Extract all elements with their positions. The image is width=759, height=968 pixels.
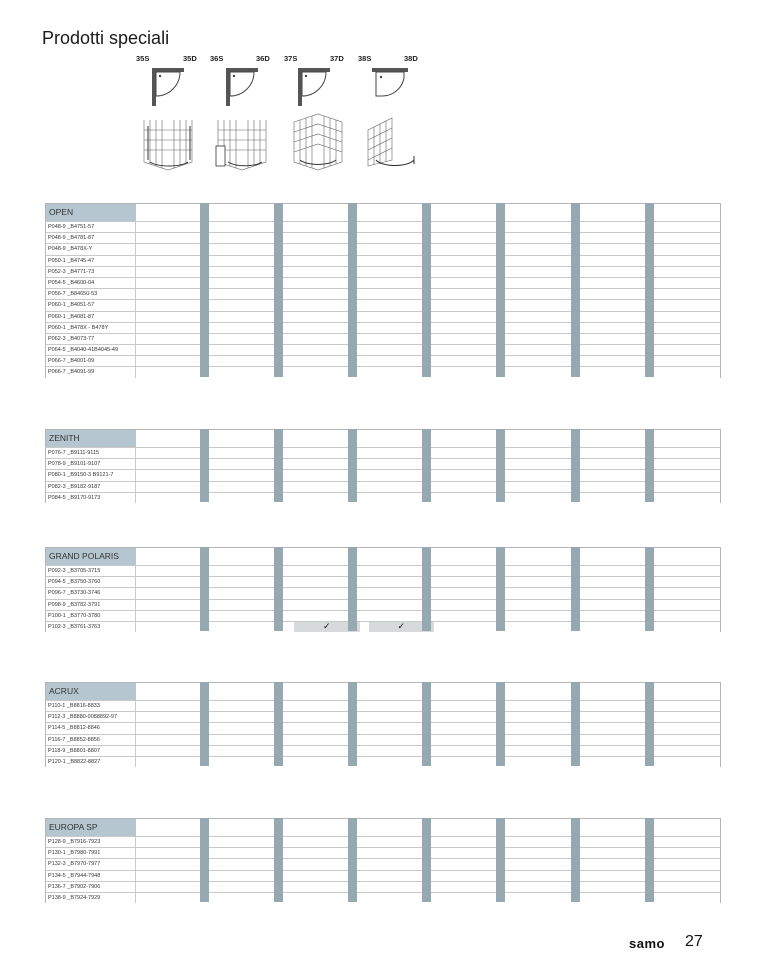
check-mark-icon: ✓ — [397, 620, 406, 631]
product-section — [45, 429, 721, 503]
table-row — [45, 447, 721, 458]
table-row — [45, 565, 721, 576]
product-section — [45, 682, 721, 767]
table-row — [45, 700, 721, 711]
shower-enclosure-35-perspective-icon — [140, 116, 196, 174]
shower-enclosure-37-perspective-icon — [290, 112, 346, 174]
column-divider-bar — [422, 682, 431, 766]
table-row — [45, 469, 721, 480]
table-row — [45, 870, 721, 881]
column-divider-bar — [571, 818, 580, 902]
page-title: Prodotti speciali — [42, 28, 170, 48]
shower-enclosure-36-plan-icon — [224, 66, 260, 108]
table-row — [45, 734, 721, 745]
page-number: 27 — [685, 933, 703, 950]
table-row — [45, 232, 721, 243]
table-row — [45, 576, 721, 587]
column-code-36s: 36S — [210, 54, 224, 63]
column-divider-bar — [348, 547, 357, 631]
row-label: P102-3 _B3761-3763 — [46, 622, 136, 632]
row-label: P048-9 _B4751-57 — [46, 222, 136, 232]
product-section — [45, 203, 721, 378]
row-label: P048-9 _B4781-87 — [46, 233, 136, 243]
row-label: P066-7 _B4091-99 — [46, 367, 136, 377]
column-divider-bar — [200, 203, 209, 377]
column-divider-bar — [422, 818, 431, 902]
column-divider-bar — [571, 429, 580, 502]
brand-logo: samo — [629, 936, 665, 951]
column-divider-bar — [274, 682, 283, 766]
row-label: P064-5 _B4040-41B4045-49 — [46, 345, 136, 355]
column-divider-bar — [571, 547, 580, 631]
table-row — [45, 745, 721, 756]
shower-enclosure-38-perspective-icon — [364, 116, 420, 174]
row-label: P136-7 _B7902-7906 — [46, 882, 136, 892]
row-label: P054-5 _B4600-04 — [46, 278, 136, 288]
column-divider-bar — [571, 203, 580, 377]
table-row — [45, 847, 721, 858]
shower-enclosure-37-plan-icon — [296, 66, 332, 108]
check-mark-icon: ✓ — [323, 620, 331, 631]
row-label: P132-3 _B7970-7977 — [46, 859, 136, 869]
table-row — [45, 711, 721, 722]
row-label: P066-7 _B4001-09 — [46, 356, 136, 366]
table-row — [45, 836, 721, 847]
table-row — [45, 311, 721, 322]
table-row — [45, 355, 721, 366]
column-divider-bar — [645, 818, 654, 902]
column-divider-bar — [348, 818, 357, 902]
column-divider-bar — [645, 203, 654, 377]
column-divider-bar — [422, 429, 431, 502]
row-label: P080-1 _B9150-3 B9121-7 — [46, 470, 136, 480]
column-divider-bar — [200, 818, 209, 902]
table-row — [45, 322, 721, 333]
row-label: P114-5 _B8812-8846 — [46, 723, 136, 733]
row-label: P082-3 _B9182-9187 — [46, 482, 136, 492]
section-header — [45, 429, 721, 447]
row-label: P076-7 _B9111-9115 — [46, 448, 136, 458]
row-label: P130-1 _B7980-7991 — [46, 848, 136, 858]
product-section — [45, 547, 721, 632]
table-row — [45, 255, 721, 266]
row-label: P048-9 _B478X-Y — [46, 244, 136, 254]
row-label: P078-9 _B9101-9107 — [46, 459, 136, 469]
column-divider-bar — [348, 682, 357, 766]
column-divider-bar — [200, 429, 209, 502]
column-divider-bar — [274, 203, 283, 377]
column-code-37s: 37S — [284, 54, 298, 63]
row-label: P092-3 _B3705-3715 — [46, 566, 136, 576]
table-row — [45, 277, 721, 288]
column-divider-bar — [348, 203, 357, 377]
row-label: P052-3 _B4771-73 — [46, 267, 136, 277]
table-row — [45, 621, 721, 632]
table-row — [45, 344, 721, 355]
shower-enclosure-35-plan-icon — [150, 66, 186, 108]
row-label: P116-7 _B8852-8856 — [46, 735, 136, 745]
column-divider-bar — [645, 429, 654, 502]
section-name: OPEN — [46, 204, 136, 221]
row-label: P062-3 _B4073-77 — [46, 334, 136, 344]
column-divider-bar — [645, 547, 654, 631]
column-divider-bar — [274, 818, 283, 902]
table-row — [45, 892, 721, 903]
column-divider-bar — [645, 682, 654, 766]
column-divider-bar — [200, 547, 209, 631]
row-label: P094-5 _B3750-3760 — [46, 577, 136, 587]
table-row — [45, 587, 721, 598]
row-label: P134-5 _B7944-7948 — [46, 871, 136, 881]
table-row — [45, 299, 721, 310]
row-label: P110-1 _B8816-8833 — [46, 701, 136, 711]
column-divider-bar — [274, 547, 283, 631]
column-divider-bar — [496, 818, 505, 902]
column-code-35d: 35D — [183, 54, 197, 63]
row-label: P060-1 _B4081-87 — [46, 312, 136, 322]
column-code-37d: 37D — [330, 54, 344, 63]
section-header — [45, 818, 721, 836]
column-divider-bar — [348, 429, 357, 502]
row-label: P138-9 _B7924-7929 — [46, 893, 136, 903]
row-label: P096-7 _B3730-3746 — [46, 588, 136, 598]
shower-enclosure-36-perspective-icon — [214, 116, 270, 174]
column-code-36d: 36D — [256, 54, 270, 63]
product-section — [45, 818, 721, 903]
row-label: P098-9 _B3782-3791 — [46, 600, 136, 610]
row-label: P100-1 _B3770-3780 — [46, 611, 136, 621]
row-label: P112-3 _B8880-0088892-97 — [46, 712, 136, 722]
column-divider-bar — [200, 682, 209, 766]
column-code-35s: 35S — [136, 54, 150, 63]
row-label: P084-5 _B9170-9173 — [46, 493, 136, 503]
shower-enclosure-38-plan-icon — [370, 66, 410, 100]
table-row — [45, 858, 721, 869]
table-row — [45, 288, 721, 299]
column-divider-bar — [496, 682, 505, 766]
table-row — [45, 243, 721, 254]
column-divider-bar — [571, 682, 580, 766]
section-header — [45, 547, 721, 565]
column-code-38s: 38S — [358, 54, 372, 63]
table-row — [45, 599, 721, 610]
row-label: P118-9 _B8801-8807 — [46, 746, 136, 756]
table-row — [45, 610, 721, 621]
row-label: P060-1 _B4051-57 — [46, 300, 136, 310]
table-row — [45, 333, 721, 344]
table-row — [45, 366, 721, 377]
table-row — [45, 481, 721, 492]
column-divider-bar — [496, 203, 505, 377]
column-divider-bar — [496, 429, 505, 502]
section-name: EUROPA SP — [46, 819, 136, 836]
table-row — [45, 458, 721, 469]
row-label: P056-7 _B84650-53 — [46, 289, 136, 299]
section-name: ACRUX — [46, 683, 136, 700]
table-row — [45, 881, 721, 892]
column-code-38d: 38D — [404, 54, 418, 63]
table-row — [45, 492, 721, 503]
section-header — [45, 682, 721, 700]
row-label: P060-1 _B478X - B478Y — [46, 323, 136, 333]
table-row — [45, 756, 721, 767]
column-divider-bar — [496, 547, 505, 631]
section-name: ZENITH — [46, 430, 136, 447]
row-label: P050-1 _B4745-47 — [46, 256, 136, 266]
section-header — [45, 203, 721, 221]
table-row — [45, 722, 721, 733]
row-label: P128-9 _B7916-7923 — [46, 837, 136, 847]
column-divider-bar — [422, 547, 431, 631]
column-divider-bar — [274, 429, 283, 502]
row-label: P120-1 _B8822-8827 — [46, 757, 136, 767]
column-divider-bar — [422, 203, 431, 377]
section-name: GRAND POLARIS — [46, 548, 136, 565]
table-row — [45, 221, 721, 232]
table-row — [45, 266, 721, 277]
